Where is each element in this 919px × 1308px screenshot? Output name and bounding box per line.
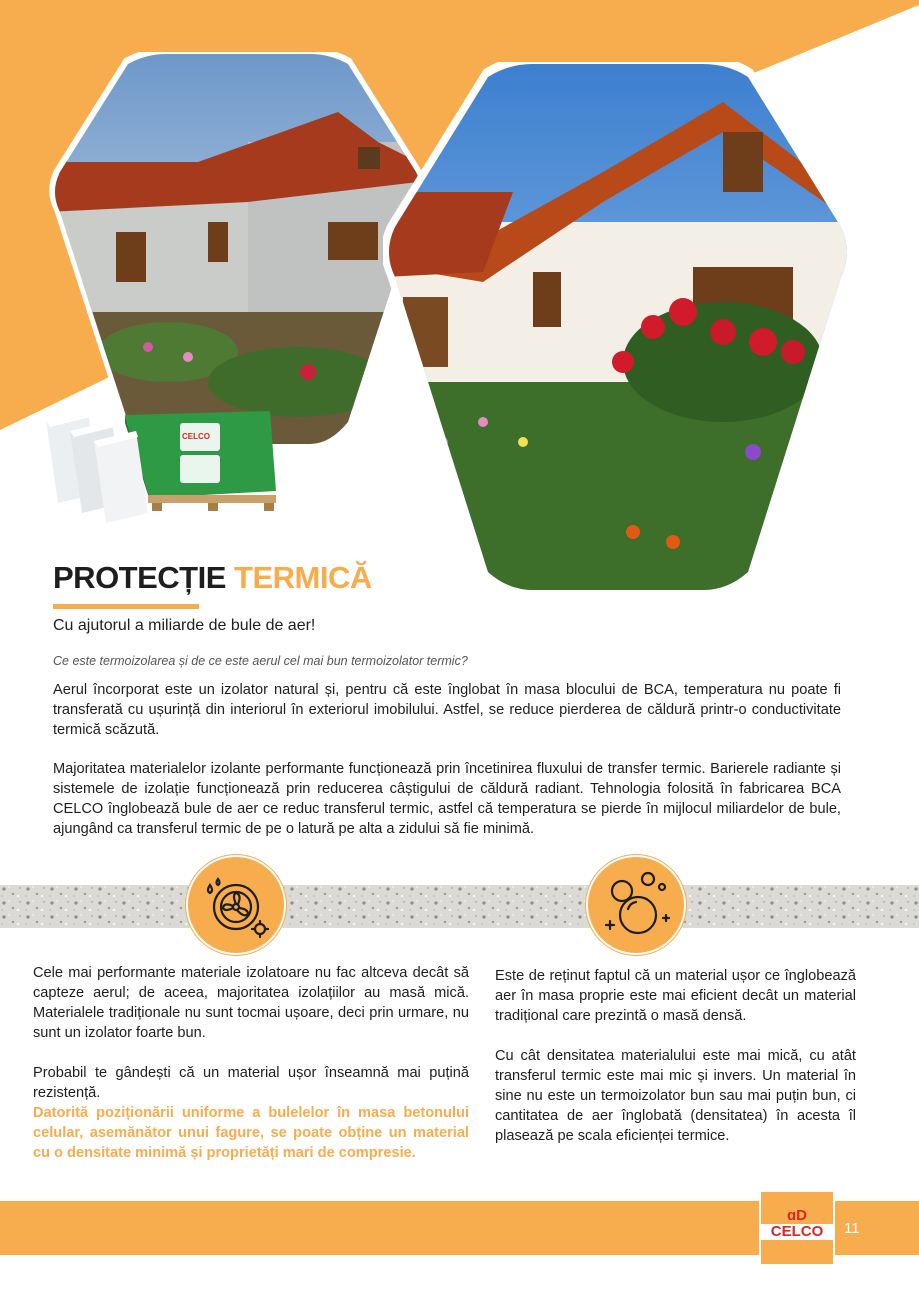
left-paragraph-2: Probabil te gândești că un material ușor înseamnă mai puțină rezistență. <box>33 1065 469 1101</box>
logo-text: CELCO <box>761 1224 833 1240</box>
thermal-fan-icon <box>186 855 286 955</box>
intro-paragraph-1: Aerul încorporat este un izolator natural și, pentru că este înglobat în masa blocului de BCA, temperatura nu poate fi transferată cu ușurință din interiorul în exteriorul imobilului. Astfel, se reduce pierderea de căldură printr-o conductivitate termică scăzută. <box>53 682 841 738</box>
house-photo-before <box>48 52 428 447</box>
left-paragraph-1: Cele mai performante materiale izolatoare nu fac altceva decât să capteze aerul; de aceea, majoritatea izolațiilor au masă mică. Materialele tradiționale nu sunt tocmai ușoare, deci prin urmare, nu sunt un izolator foarte bun. <box>33 965 469 1041</box>
logo-mark: ɑD <box>787 1207 807 1224</box>
intro-paragraph-2: Majoritatea materialelor izolante performante funcționează prin încetinirea fluxului de transfer termic. Barierele radiante și sistemele de izolație funcționează prin reducerea câștigului de căldură radiant. Tehnologia folosită în fabricarea BCA CELCO înglobează bule de aer ce reduc transferul termic, astfel că temperatura se pierde în mijlocul miliardelor de bule, ajungând ca transferul termic de pe o latură pe alta a zidului să fie minimă. <box>53 761 841 837</box>
title-part-accent: TERMICĂ <box>234 560 372 595</box>
celco-logo <box>761 1192 833 1264</box>
right-column <box>495 966 856 1146</box>
aerated-concrete-texture <box>0 885 919 928</box>
right-paragraph-1: Este de reținut faptul că un material ușor ce înglobează aer în masa proprie este mai eficient decât un material tradițional care prezintă o masă densă. <box>495 968 856 1024</box>
product-label: CELCO <box>182 432 210 441</box>
subtitle: Cu ajutorul a miliarde de bule de aer! <box>53 617 316 634</box>
air-bubbles-icon <box>586 855 686 955</box>
right-paragraph-2: Cu cât densitatea materialului este mai mică, cu atât transferul termic este mai mic și invers. Un material în sine nu este un termoizolator bun sau mai puțin bun, ci cantitatea de aer înglobată (densitatea) în acesta îl plasează pe scala eficienței termice. <box>495 1048 856 1144</box>
house-photo-after <box>383 62 853 592</box>
page-title <box>53 560 372 596</box>
left-highlight: Datorită poziționării uniforme a bulelelor în masa betonului celular, asemănător unui fagure, se poate obține un material cu o densitate minimă și proprietăți mari de compresie. <box>33 1105 469 1161</box>
product-blocks-image <box>40 403 285 523</box>
intro-question: Ce este termoizolarea și de ce este aerul cel mai bun termoizolator termic? <box>53 654 468 668</box>
page-number: 11 <box>844 1220 860 1237</box>
left-column <box>33 963 469 1163</box>
title-underline <box>53 604 199 609</box>
title-part-dark: PROTECȚIE <box>53 560 226 595</box>
